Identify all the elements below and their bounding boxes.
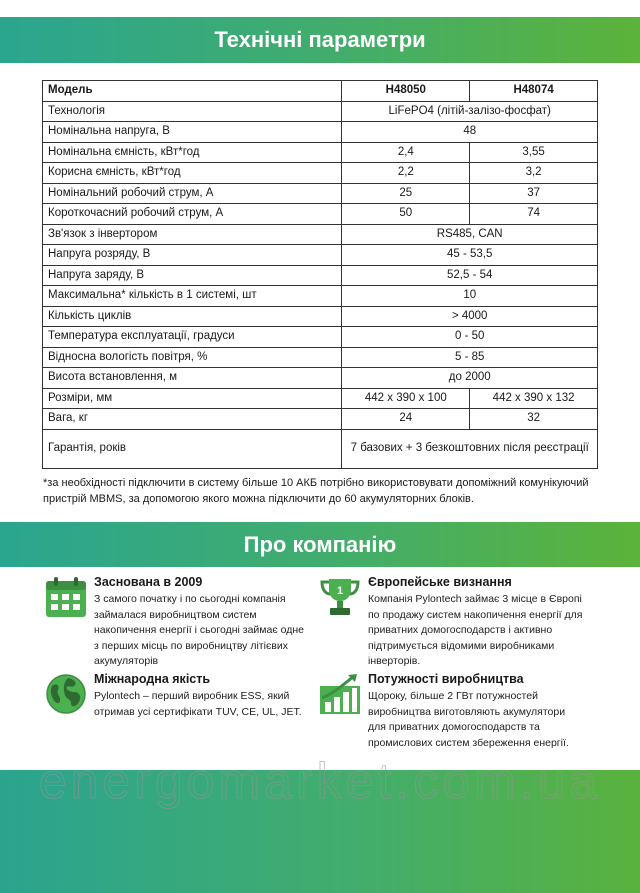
row-value-h48050: 442 x 390 x 100: [342, 388, 470, 409]
table-row: [43, 306, 598, 327]
row-value-merged: 7 базових + 3 безкоштовних після реєстрації: [342, 429, 598, 468]
table-row: [43, 122, 598, 143]
table-row: [43, 163, 598, 184]
row-label: Висота встановлення, м: [43, 368, 342, 389]
row-value-merged: 10: [342, 286, 598, 307]
table-row: [43, 101, 598, 122]
table-row: [43, 368, 598, 389]
table-row: [43, 429, 598, 468]
specs-section-banner: [0, 17, 640, 63]
feature-description: Щороку, більше 2 ГВт потужностей виробництва виготовляють акумулятори для приватних домогосподарств та промислових систем збереження енергії.: [368, 690, 569, 749]
about-section-title: Про компанію: [243, 531, 397, 557]
header-cell-h48074: H48074: [470, 81, 598, 102]
row-value-merged: LiFePO4 (літій-залізо-фосфат): [342, 101, 598, 122]
table-row: [43, 224, 598, 245]
table-row: [43, 142, 598, 163]
table-row: [43, 388, 598, 409]
row-value-h48074: 32: [470, 409, 598, 430]
calendar-icon: [44, 575, 88, 619]
feature-title: Заснована в 2009: [94, 575, 203, 589]
trophy-icon: [318, 575, 362, 619]
row-label: Розміри, мм: [43, 388, 342, 409]
table-row: [43, 245, 598, 266]
row-label: Напруга розряду, В: [43, 245, 342, 266]
row-label: Вага, кг: [43, 409, 342, 430]
feature-description: З самого початку і по сьогодні компанія займалася виробництвом систем накопичення енергії і сьогодні займає одне з перших місць по виробництву літієвих акумуляторів: [94, 593, 304, 667]
row-label: Номінальний робочий струм, А: [43, 183, 342, 204]
table-row: [43, 286, 598, 307]
header-cell-h48050: H48050: [342, 81, 470, 102]
svg-text:1: 1: [336, 585, 344, 597]
specs-section-title: Технічні параметри: [214, 27, 426, 52]
specs-table: [42, 80, 598, 469]
row-value-merged: 52,5 - 54: [342, 265, 598, 286]
watermark: energomarket.com.ua: [38, 753, 602, 809]
row-label: Кількість циклів: [43, 306, 342, 327]
row-value-h48074: 74: [470, 204, 598, 225]
table-header-row: [43, 81, 598, 102]
row-label: Гарантія, років: [43, 429, 342, 468]
row-label: Номінальна напруга, В: [43, 122, 342, 143]
feature-title: Потужності виробництва: [368, 672, 524, 686]
feature-title: Європейське визнання: [368, 575, 512, 589]
row-value-merged: 0 - 50: [342, 327, 598, 348]
row-label: Зв'язок з інвертором: [43, 224, 342, 245]
table-row: [43, 347, 598, 368]
row-value-h48050: 50: [342, 204, 470, 225]
row-value-merged: 45 - 53,5: [342, 245, 598, 266]
row-value-h48074: 442 x 390 x 132: [470, 388, 598, 409]
feature-description: Pylontech – перший виробник ESS, який отримав усі сертифікати TUV, CE, UL, JET.: [94, 690, 302, 718]
row-value-h48050: 2,4: [342, 142, 470, 163]
feature-description: Компанія Pylontech займає 3 місце в Європі по продажу систем накопичення енергії для приватних домогосподарств і активно підтримується відомими виробниками інверторів.: [368, 593, 583, 667]
row-value-h48050: 24: [342, 409, 470, 430]
row-label: Корисна ємність, кВт*год: [43, 163, 342, 184]
table-row: [43, 183, 598, 204]
row-label: Відносна вологість повітря, %: [43, 347, 342, 368]
row-value-h48074: 3,2: [470, 163, 598, 184]
row-label: Короткочасний робочий струм, А: [43, 204, 342, 225]
row-label: Максимальна* кількість в 1 системі, шт: [43, 286, 342, 307]
row-value-h48074: 3,55: [470, 142, 598, 163]
row-value-merged: RS485, CAN: [342, 224, 598, 245]
globe-icon: [44, 672, 88, 716]
row-value-merged: 5 - 85: [342, 347, 598, 368]
growth-chart-icon: [318, 672, 362, 716]
row-value-h48050: 2,2: [342, 163, 470, 184]
footnote: *за необхідності підключити в систему більше 10 АКБ потрібно використовувати допоміжний комунікуючий пристрій MBMS, за допомогою якого можна підключити до 60 акумуляторних блоків.: [43, 477, 589, 505]
header-cell-model: Модель: [43, 81, 342, 102]
feature-title: Міжнародна якість: [94, 672, 211, 686]
row-label: Номінальна ємність, кВт*год: [43, 142, 342, 163]
table-row: [43, 204, 598, 225]
row-label: Напруга заряду, В: [43, 265, 342, 286]
row-value-merged: 48: [342, 122, 598, 143]
row-value-merged: > 4000: [342, 306, 598, 327]
about-section-banner: [0, 522, 640, 567]
table-row: [43, 327, 598, 348]
table-row: [43, 409, 598, 430]
table-row: [43, 265, 598, 286]
row-value-h48074: 37: [470, 183, 598, 204]
row-value-h48050: 25: [342, 183, 470, 204]
row-label: Температура експлуатації, градуси: [43, 327, 342, 348]
row-value-merged: до 2000: [342, 368, 598, 389]
row-label: Технологія: [43, 101, 342, 122]
